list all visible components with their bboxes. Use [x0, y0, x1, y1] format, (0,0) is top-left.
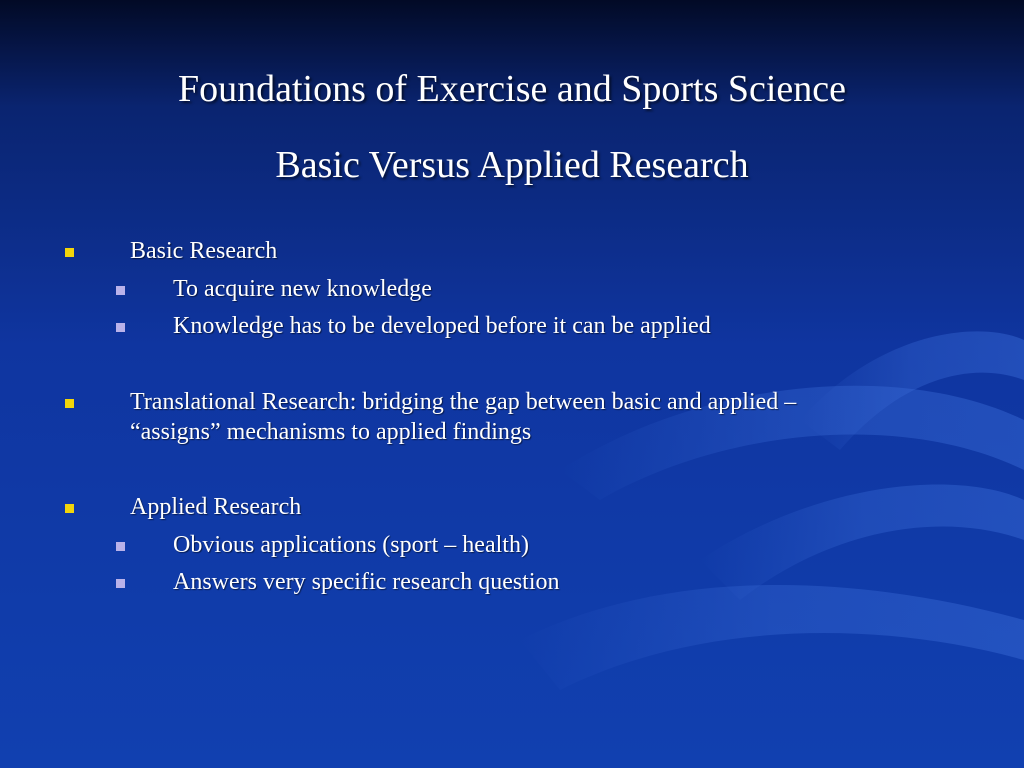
slide-title: Foundations of Exercise and Sports Science [177, 68, 847, 110]
title-block [0, 70, 1024, 184]
square-bullet-icon [116, 323, 125, 332]
square-bullet-icon [116, 286, 125, 295]
square-bullet-icon [65, 248, 74, 257]
bullet-text: Applied Research [130, 494, 302, 520]
bullet-text-line-2: “assigns” mechanisms to applied findings [130, 419, 532, 445]
square-bullet-icon [116, 542, 125, 551]
square-bullet-icon [116, 579, 125, 588]
sub-bullet-text: Answers very specific research question [173, 569, 560, 595]
square-bullet-icon [65, 504, 74, 513]
sub-bullet-text: Knowledge has to be developed before it can be applied [173, 313, 711, 339]
sub-bullet-text: Obvious applications (sport – health) [173, 532, 529, 558]
slide-subtitle: Basic Versus Applied Research [275, 144, 749, 186]
bullet-text: Basic Research [130, 238, 278, 264]
bullet-text-line-1: Translational Research: bridging the gap between basic and applied – [130, 389, 797, 415]
sub-bullet-text: To acquire new knowledge [173, 276, 432, 302]
square-bullet-icon [65, 399, 74, 408]
